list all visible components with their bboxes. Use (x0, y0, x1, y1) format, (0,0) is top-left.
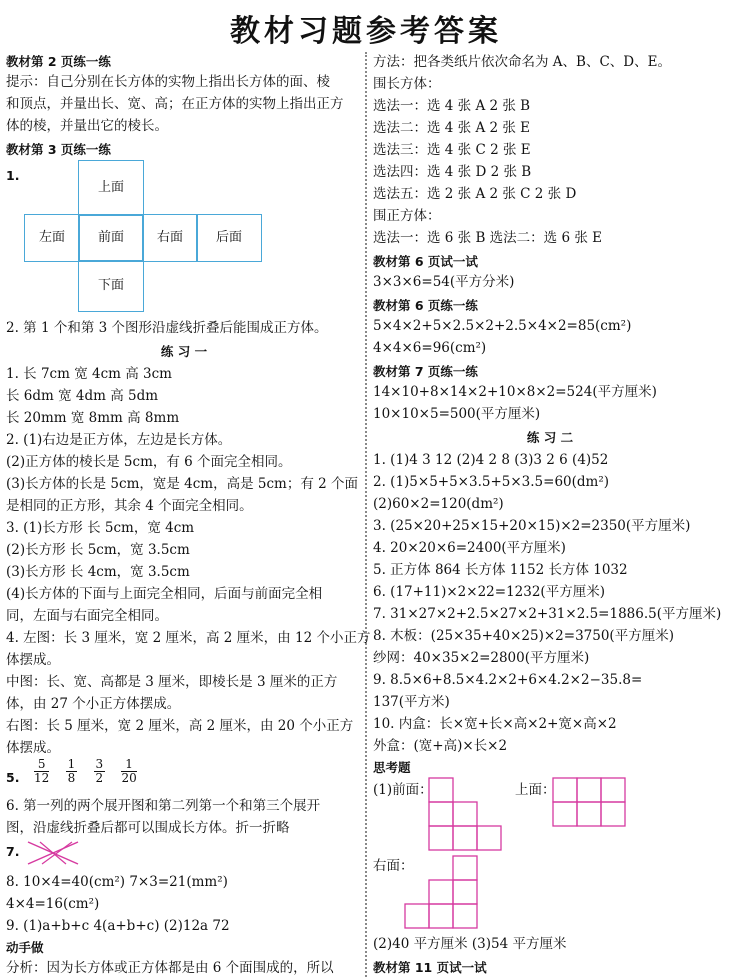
answer-line: 14×10+8×14×2+10×8×2=524(平方厘米) (373, 384, 657, 400)
answer-line: 选法四：选 4 张 D 2 张 B (373, 164, 532, 180)
heading-p6-try: 教材第 6 页试一试 (373, 254, 478, 269)
answer-line: 8. 10×4=40(cm²) 7×3=21(mm²) (6, 874, 228, 890)
answer-line: 同，左面与右面完全相同。 (6, 608, 168, 624)
answer-line: 4×4=16(cm²) (6, 896, 100, 912)
answer-line: 4×4×6=96(cm²) (373, 340, 487, 356)
fraction: $\frac{3}{2}$ (95, 757, 104, 785)
question-number: 1. (6, 168, 20, 183)
answer-line: 长 6dm 宽 4dm 高 5dm (6, 388, 159, 404)
answer-line: 7. 31×27×2+2.5×27×2+31×2.5=1886.5(平方厘米) (373, 606, 722, 622)
column-divider (365, 52, 367, 977)
answer-line: 选法一：选 6 张 B 选法二：选 6 张 E (373, 230, 602, 246)
answer-line: 围正方体： (373, 208, 441, 224)
answer-line: 1. 长 7cm 宽 4cm 高 3cm (6, 366, 172, 382)
answer-line: 6. (17+11)×2×22=1232(平方厘米) (373, 584, 605, 600)
net-face-bottom: 下面 (78, 260, 144, 312)
view-label-top: 上面： (515, 782, 556, 798)
answer-line: 4. 左图：长 3 厘米，宽 2 厘米，高 2 厘米，由 12 个小正方 (6, 630, 371, 646)
hint-line: 提示：自己分别在长方体的实物上指出长方体的面、棱 (6, 74, 330, 90)
answer-line: 9. 8.5×6+8.5×4.2×2+6×4.2×2−35.8= (373, 672, 643, 688)
answer-line: 4. 20×20×6=2400(平方厘米) (373, 540, 566, 556)
answer-line: 选法五：选 2 张 A 2 张 C 2 张 D (373, 186, 577, 202)
answer-line: 体，由 27 个小正方体摆成。 (6, 696, 181, 712)
answer-line: 2. 第 1 个和第 3 个图形沿虚线折叠后能围成正方体。 (6, 320, 328, 336)
hint-line: 和顶点，并量出长、宽、高；在正方体的实物上指出正方 (6, 96, 344, 112)
heading-think: 思考题 (373, 760, 411, 775)
matching-lines-diagram (26, 838, 86, 868)
side-view-grid (405, 856, 481, 932)
answer-line: 5×4×2+5×2.5×2+2.5×4×2=85(cm²) (373, 318, 632, 334)
fraction: $\frac{5}{12}$ (34, 757, 50, 785)
answer-line: 选法一：选 4 张 A 2 张 B (373, 98, 531, 114)
answer-line: 6. 第一列的两个展开图和第二列第一个和第三个展开 (6, 798, 321, 814)
page-title: 教材习题参考答案 (230, 14, 502, 49)
answer-line: 体摆成。 (6, 740, 60, 756)
fraction: $\frac{1}{8}$ (67, 757, 76, 785)
question-number: 5. (6, 770, 20, 785)
heading-p2: 教材第 2 页练一练 (6, 54, 111, 69)
answer-line: (4)长方体的下面与上面完全相同，后面与前面完全相 (6, 586, 323, 602)
answer-line: 围长方体： (373, 76, 441, 92)
right-column (373, 0, 727, 980)
answer-line: 2. (1)右边是正方体，左边是长方体。 (6, 432, 232, 448)
answer-line: 方法：把各类纸片依次命名为 A、B、C、D、E。 (373, 54, 671, 70)
answer-line: 3×3×6=54(平方分米) (373, 274, 515, 290)
net-face-left: 左面 (24, 214, 80, 262)
answer-line: 纱网：40×35×2=2800(平方厘米) (373, 650, 590, 666)
view-label-side: 右面： (373, 858, 414, 874)
answer-line: 8. 木板：(25×35+40×25)×2=3750(平方厘米) (373, 628, 674, 644)
net-face-right: 右面 (142, 214, 198, 262)
net-face-front: 前面 (78, 214, 144, 262)
answer-line: 长 20mm 宽 8mm 高 8mm (6, 410, 180, 426)
answer-line: 5. 正方体 864 长方体 1152 长方体 1032 (373, 562, 628, 578)
answer-line: 3. (25×20+25×15+20×15)×2=2350(平方厘米) (373, 518, 691, 534)
answer-line: (2)正方体的棱长是 5cm，有 6 个面完全相同。 (6, 454, 292, 470)
answer-line: 9. (1)a+b+c 4(a+b+c) (2)12a 72 (6, 918, 230, 934)
answer-line: 1. (1)4 3 12 (2)4 2 8 (3)3 2 6 (4)52 (373, 452, 609, 468)
heading-p11-try: 教材第 11 页试一试 (373, 960, 487, 975)
answer-line: 137(平方米) (373, 694, 450, 710)
answer-line: 选法二：选 4 张 A 2 张 E (373, 120, 531, 136)
answer-line: 10. 内盒：长×宽+长×高×2+宽×高×2 (373, 716, 617, 732)
question-number: 7. (6, 844, 20, 859)
answer-line: 是相同的正方形，其余 4 个面完全相同。 (6, 498, 253, 514)
answer-line: (3)长方体的长是 5cm，宽是 4cm，高是 5cm；有 2 个面 (6, 476, 359, 492)
answer-line: 图，沿虚线折叠后都可以围成长方体。折一折略 (6, 820, 290, 836)
section-heading: 练 习 一 (160, 344, 208, 359)
answer-line: 中图：长、宽、高都是 3 厘米，即棱长是 3 厘米的正方 (6, 674, 338, 690)
heading-hands-on: 动手做 (6, 940, 44, 955)
answer-line: 右图：长 5 厘米，宽 2 厘米，高 2 厘米，由 20 个小正方 (6, 718, 354, 734)
hint-line: 体的棱，并量出它的棱长。 (6, 118, 168, 134)
answer-line: 10×10×5=500(平方厘米) (373, 406, 541, 422)
top-view-grid (553, 778, 629, 834)
heading-p3: 教材第 3 页练一练 (6, 142, 111, 157)
fraction-list (28, 758, 143, 785)
answer-line: 2. (1)5×5+5×3.5+5×3.5=60(dm²) (373, 474, 610, 490)
answer-line: 分析：因为长方体或正方体都是由 6 个面围成的，所以 (6, 960, 334, 976)
answer-line: (2)60×2=120(dm²) (373, 496, 504, 512)
answer-line: (2)长方形 长 5cm，宽 3.5cm (6, 542, 190, 558)
answer-line: 选法三：选 4 张 C 2 张 E (373, 142, 531, 158)
answer-line: (3)长方形 长 4cm，宽 3.5cm (6, 564, 190, 580)
net-face-back: 后面 (196, 214, 262, 262)
net-face-top: 上面 (78, 160, 144, 216)
fraction: $\frac{1}{20}$ (121, 757, 137, 785)
section-heading: 练 习 二 (526, 430, 574, 445)
front-view-grid (429, 778, 505, 854)
heading-p6-practice: 教材第 6 页练一练 (373, 298, 478, 313)
answer-line: (2)40 平方厘米 (3)54 平方厘米 (373, 936, 567, 952)
answer-line: 外盒：(宽+高)×长×2 (373, 738, 508, 754)
view-label-front: (1)前面： (373, 782, 433, 798)
answer-line: 3. (1)长方形 长 5cm，宽 4cm (6, 520, 195, 536)
heading-p7-practice: 教材第 7 页练一练 (373, 364, 478, 379)
answer-line: 体摆成。 (6, 652, 60, 668)
